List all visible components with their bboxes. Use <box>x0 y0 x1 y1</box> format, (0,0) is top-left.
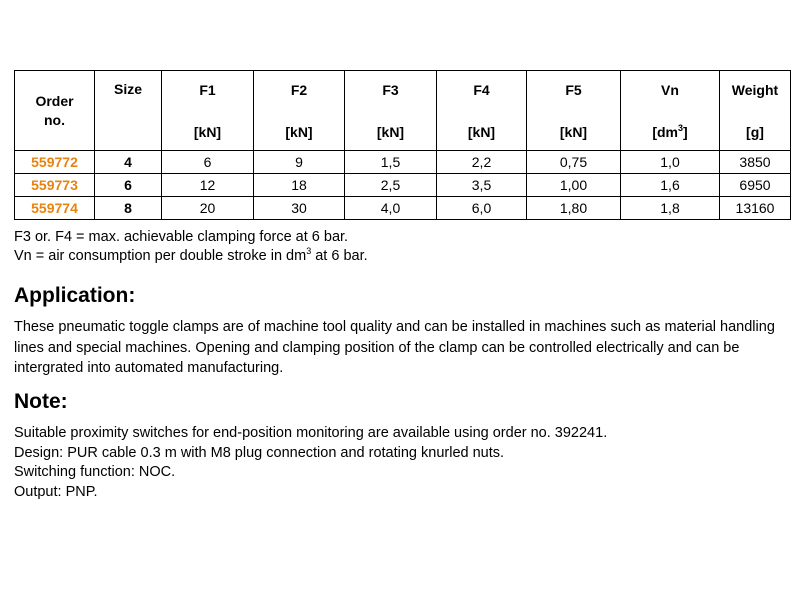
header-size-label: Size <box>113 81 142 97</box>
vn-cell: 1,8 <box>621 197 720 220</box>
footnote-clamping-force: F3 or. F4 = max. achievable clamping force at 6 bar. <box>14 229 349 245</box>
application-heading: Application: <box>14 284 136 307</box>
note-line: Suitable proximity switches for end-position monitoring are available using order no. 392241. <box>14 425 608 441</box>
header-vn-unit <box>621 124 719 140</box>
f3-cell: 4,0 <box>345 197 437 220</box>
table-row <box>15 151 791 174</box>
f3-cell: 2,5 <box>345 174 437 197</box>
footnote-air-post: at 6 bar. <box>311 248 368 264</box>
f4-cell: 2,2 <box>437 151 527 174</box>
header-f3 <box>345 71 437 151</box>
size-cell: 6 <box>95 174 162 197</box>
footnote-air-consumption <box>14 247 368 266</box>
header-f1 <box>162 71 254 151</box>
order-number-cell[interactable] <box>15 151 95 174</box>
header-vn-unit-end: ] <box>683 123 688 140</box>
header-f5-name: F5 <box>565 81 582 98</box>
f3-cell: 1,5 <box>345 151 437 174</box>
header-size <box>95 71 162 151</box>
order-number-cell[interactable] <box>15 197 95 220</box>
note-heading: Note: <box>14 390 68 413</box>
footnote-air-pre: Vn = air consumption per double stroke in dm <box>14 248 307 264</box>
size-cell: 8 <box>95 197 162 220</box>
f4-cell: 6,0 <box>437 197 527 220</box>
weight-cell: 13160 <box>720 197 791 220</box>
table-row <box>15 197 791 220</box>
order-number-link[interactable]: 559772 <box>31 154 78 170</box>
header-order-line2: no. <box>44 111 65 128</box>
f2-cell: 30 <box>254 197 345 220</box>
header-order-line1: Order <box>35 92 74 109</box>
header-vn-name: Vn <box>661 81 679 98</box>
header-f5 <box>527 71 621 151</box>
header-f1-unit: [kN] <box>193 123 222 140</box>
table-footnotes <box>14 228 368 266</box>
header-f3-name: F3 <box>382 81 399 98</box>
header-f4 <box>437 71 527 151</box>
f4-cell: 3,5 <box>437 174 527 197</box>
header-vn <box>621 71 720 151</box>
vn-cell: 1,0 <box>621 151 720 174</box>
header-weight <box>720 71 791 151</box>
header-f3-unit: [kN] <box>376 123 405 140</box>
table-header-row <box>15 71 791 151</box>
weight-cell: 6950 <box>720 174 791 197</box>
header-vn-unit-base: [dm <box>652 123 678 140</box>
weight-cell: 3850 <box>720 151 791 174</box>
header-f1-name: F1 <box>199 81 216 98</box>
f1-cell: 12 <box>162 174 254 197</box>
header-f4-unit: [kN] <box>467 123 496 140</box>
spec-table <box>14 70 791 220</box>
header-weight-unit: [g] <box>746 123 764 140</box>
table-row <box>15 174 791 197</box>
vn-cell: 1,6 <box>621 174 720 197</box>
f5-cell: 1,80 <box>527 197 621 220</box>
f2-cell: 18 <box>254 174 345 197</box>
header-order-no <box>15 71 95 151</box>
size-cell: 4 <box>95 151 162 174</box>
header-vn-unit-sup: 3 <box>677 122 683 133</box>
application-text: These pneumatic toggle clamps are of machine tool quality and can be installed in machines such as material handling lines and special machines. Opening and clamping position of the clamp can be controlled electrically and can be intergrated into automated manufacturing. <box>14 319 775 376</box>
note-line: Design: PUR cable 0.3 m with M8 plug connection and rotating knurled nuts. <box>14 444 505 461</box>
f1-cell: 20 <box>162 197 254 220</box>
header-weight-name: Weight <box>731 81 779 98</box>
f5-cell: 0,75 <box>527 151 621 174</box>
header-f2-name: F2 <box>290 81 308 98</box>
header-f5-unit: [kN] <box>559 123 588 140</box>
header-f2-unit: [kN] <box>285 123 313 140</box>
order-number-link[interactable]: 559773 <box>31 177 78 193</box>
order-number-link[interactable]: 559774 <box>31 200 78 216</box>
header-f2 <box>254 71 345 151</box>
order-number-cell[interactable] <box>15 174 95 197</box>
f1-cell: 6 <box>162 151 254 174</box>
header-f4-name: F4 <box>473 81 490 98</box>
note-line: Switching function: NOC. <box>14 464 176 480</box>
f5-cell: 1,00 <box>527 174 621 197</box>
note-line: Output: PNP. <box>14 483 98 500</box>
f2-cell: 9 <box>254 151 345 174</box>
footnote-air-sup: 3 <box>306 246 312 256</box>
note-lines <box>14 424 607 502</box>
